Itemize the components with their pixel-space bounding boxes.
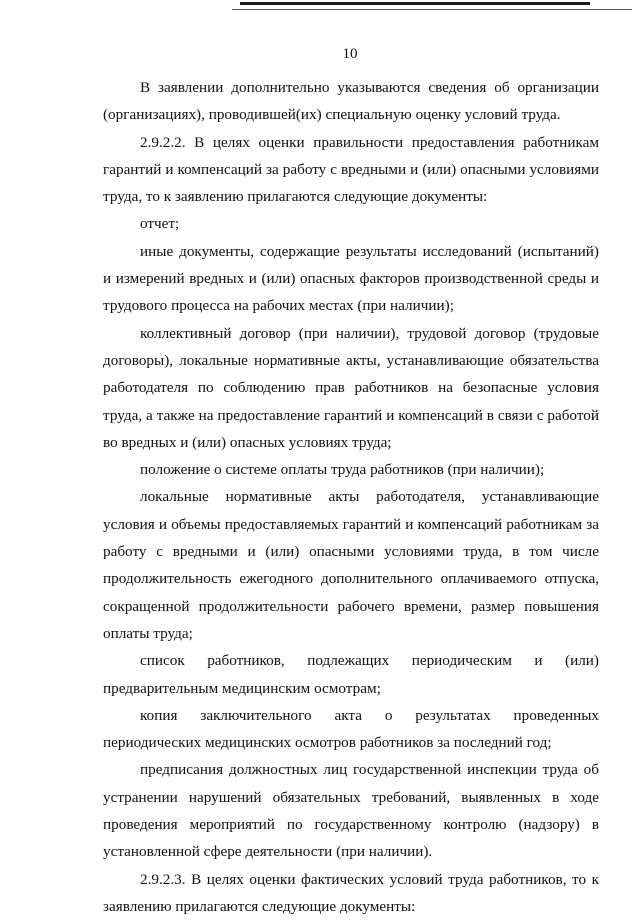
paragraph-clause-2-9-2-2: 2.9.2.2. В целях оценки правильности предоставления работникам гарантий и компенсаций за работу с вредными и (или) опасными условиями труда, то к заявлению прилагаются следующие документы: — [103, 133, 599, 206]
list-item-collective-agreement: коллективный договор (при наличии), трудовой договор (трудовые договоры), локальные нормативные акты, устанавливающие обязательства работодателя по соблюдению прав работников на безопасные условия труда, а также на предоставление гарантий и компенсаций в связи с работой во вредных и (или) опасных условиях труда; — [103, 324, 599, 451]
list-item-local-acts: локальные нормативные акты работодателя, устанавливающие условия и объемы предоставляемых гарантий и компенсаций работникам за работу с вредными и (или) опасными условиями труда, в том числе продолжительность ежегодного дополнительного оплачиваемого отпуска, сокращенной продолжительности рабочего времени, размер повышения оплаты труда; — [103, 488, 599, 642]
list-item-employee-list: список работников, подлежащих периодическим и (или) предварительным медицинским осмотрам; — [103, 652, 599, 697]
header-rule-thin — [232, 9, 632, 10]
list-item-medical-act: копия заключительного акта о результатах проведенных периодических медицинских осмотров работников за последний год; — [103, 706, 599, 752]
page-number: 10 — [342, 46, 358, 62]
list-item-pay-system: положение о системе оплаты труда работников (при наличии); — [140, 461, 545, 479]
paragraph-applicant-info: В заявлении дополнительно указываются сведения об организации (организациях), проводившей(их) специальную оценку условий труда. — [103, 79, 599, 124]
document-body — [103, 74, 599, 920]
paragraph-clause-2-9-2-3: 2.9.2.3. В целях оценки фактических условий труда работников, то к заявлению прилагаются следующие документы: — [103, 870, 599, 915]
header-rule-thick — [240, 2, 590, 5]
list-item-report: отчет; — [140, 215, 180, 233]
list-item-inspection-orders: предписания должностных лиц государственной инспекции труда об устранении нарушений обязательных требований, выявленных в ходе проведения мероприятий по государственному контролю (надзору) в установленной сфере деятельности (при наличии). — [103, 761, 599, 861]
list-item-other-documents: иные документы, содержащие результаты исследований (испытаний) и измерений вредных и (или) опасных факторов производственной среды и трудового процесса на рабочих местах (при наличии); — [103, 242, 599, 315]
